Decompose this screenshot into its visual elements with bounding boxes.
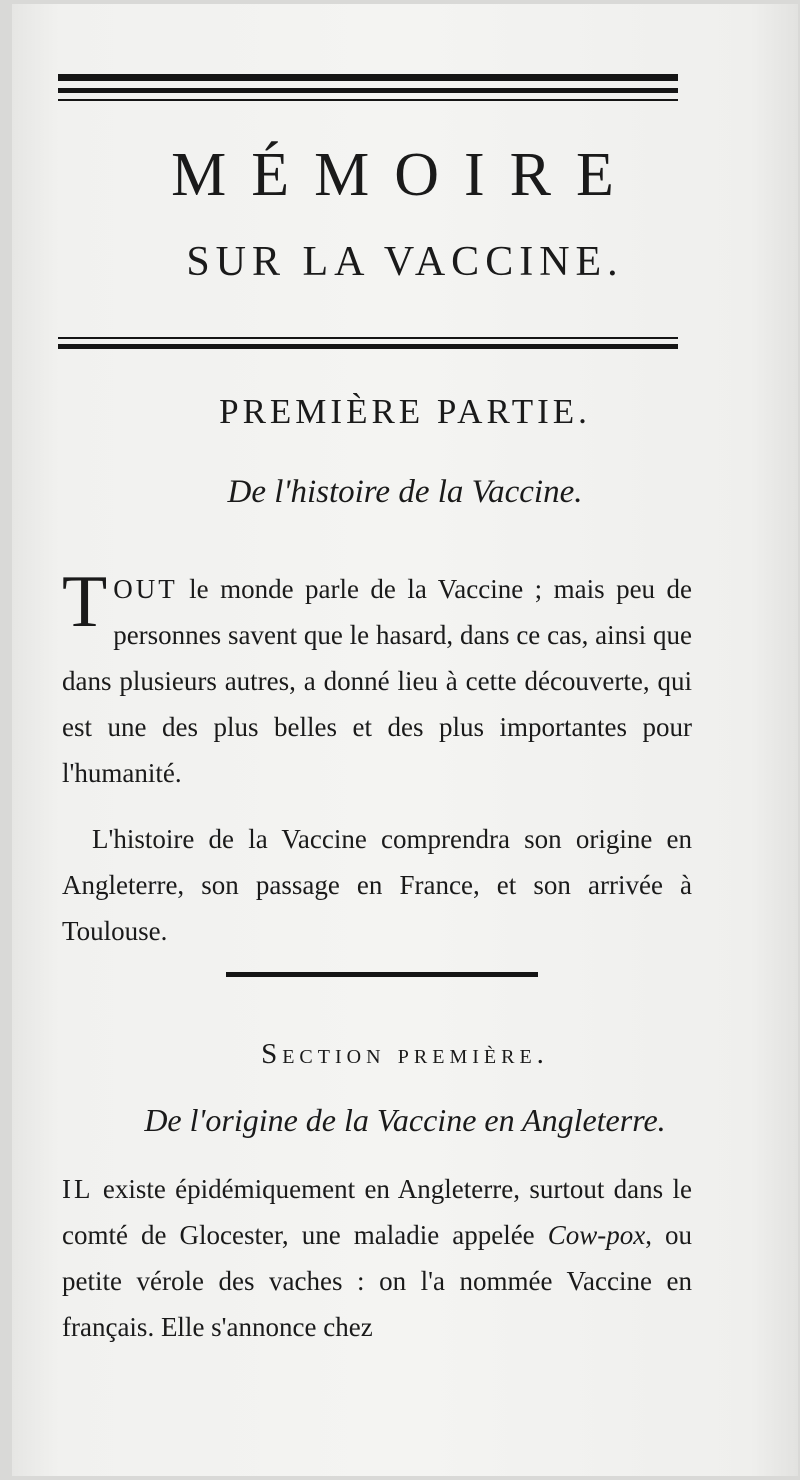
title-line-1: MÉMOIRE (171, 141, 639, 209)
title-line-2: SUR LA VACCINE. (186, 239, 624, 285)
top-ornament-rule (58, 74, 678, 81)
section-subtitle: De l'origine de la Vaccine en Angleterre. (144, 1102, 666, 1138)
paragraph-2: L'histoire de la Vaccine comprendra son origine en Angleterre, son passage en France, et son arrivée à Toulouse. (62, 824, 692, 946)
intro-text: le monde parle de la Vaccine ; mais peu de personnes savent que le hasard, dans ce cas, ainsi que dans plusieurs autres, a donné lieu à cette découverte, qui est une des plus belles et des plus importantes pour l'humanité. (62, 574, 692, 788)
para3-text-after: , ou petite vérole des vaches : on l'a nommée Vaccine en français. Elle s'annonce chez (62, 1220, 693, 1342)
para3-text-before: existe épidémiquement en Angleterre, surtout dans le comté de Glocester, une maladie appelée (62, 1174, 692, 1250)
lead-caps: OUT (113, 574, 178, 604)
top-ornament-rule (58, 99, 678, 101)
title-rule (58, 337, 678, 339)
top-ornament-rule (58, 88, 678, 93)
section-divider (226, 972, 538, 977)
intro-paragraph (62, 561, 692, 796)
part-subtitle: De l'histoire de la Vaccine. (227, 474, 583, 510)
para3-italic: Cow-pox (547, 1220, 646, 1250)
lead-caps: IL (62, 1174, 94, 1204)
drop-cap: T (62, 561, 108, 643)
title-rule (58, 344, 678, 349)
book-page (12, 4, 798, 1476)
paragraph-3 (62, 1166, 692, 1350)
part-heading: PREMIÈRE PARTIE. (219, 392, 591, 431)
section-heading: Section première. (261, 1038, 549, 1070)
